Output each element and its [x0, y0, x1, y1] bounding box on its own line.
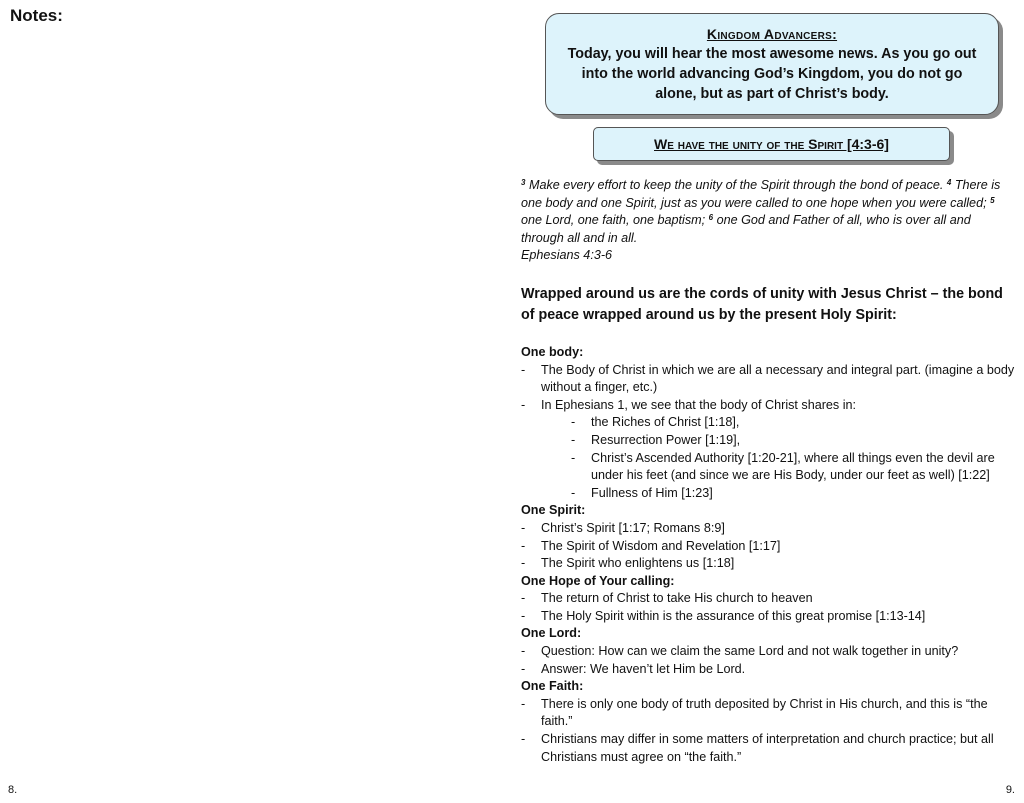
list-item: - In Ephesians 1, we see that the body of Christ shares in:: [521, 397, 1016, 415]
dash-bullet: -: [521, 591, 526, 606]
kingdom-advancers-box: [545, 13, 999, 115]
list-item: - Question: How can we claim the same Lord and not walk together in unity?: [521, 643, 1016, 661]
list-item: - Answer: We haven’t let Him be Lord.: [521, 661, 1016, 679]
list-item: - The Spirit of Wisdom and Revelation [1:17]: [521, 538, 1016, 556]
unity-heading-box: [593, 127, 950, 161]
dash-bullet: -: [521, 397, 526, 412]
dash-bullet: -: [521, 644, 526, 659]
list-item: - Christ’s Spirit [1:17; Romans 8:9]: [521, 520, 1016, 538]
list-item: - The Holy Spirit within is the assurance of this great promise [1:13-14]: [521, 608, 1016, 626]
kingdom-advancers-title: Kingdom Advancers:: [706, 26, 838, 42]
section-title-one-body: One body:: [521, 344, 584, 359]
list-item: - The Spirit who enlightens us [1:18]: [521, 555, 1016, 573]
verse-number: 6: [708, 213, 714, 223]
dash-bullet: -: [521, 520, 526, 535]
unity-heading: We have the unity of the Spirit [4:3-6]: [654, 136, 889, 152]
scripture-passage: [521, 177, 1016, 265]
verse-number: 5: [990, 195, 995, 205]
verse-text: There is one body and one Spirit, just as you were called to one hope when you were called;: [521, 178, 1001, 210]
verse-text: Make every effort to keep the unity of the Spirit through the bond of peace.: [528, 178, 944, 192]
dash-bullet: -: [521, 696, 526, 711]
scripture-reference: Ephesians 4:3-6: [521, 248, 613, 263]
notes-heading: Notes:: [10, 6, 63, 25]
dash-bullet: -: [521, 362, 526, 377]
page-number-left: 8.: [8, 784, 18, 796]
dash-bullet: -: [571, 450, 576, 465]
verse-text: one God and Father of all, who is over all and through all and in all.: [521, 213, 971, 245]
page-number-right: 9.: [1005, 784, 1015, 796]
list-item: - There is only one body of truth deposited by Christ in His church, and this is “the faith.”: [521, 696, 988, 729]
dash-bullet: -: [571, 415, 576, 430]
list-item: - The Body of Christ in which we are all a necessary and integral part. (imagine a body without a finger, etc.): [521, 362, 1015, 395]
dash-bullet: -: [521, 661, 526, 676]
sub-list-item: - Christ’s Ascended Authority [1:20-21], where all things even the devil are under his feet (and since we are His Body, under our feet as well) [1:22]: [571, 450, 995, 483]
kingdom-advancers-body: Today, you will hear the most awesome news. As you go out into the world advancing God’s Kingdom, you do not go alone, but as part of Christ’s body.: [567, 46, 977, 102]
section-title-one-hope: One Hope of Your calling:: [521, 573, 675, 588]
dash-bullet: -: [521, 556, 526, 571]
headline: Wrapped around us are the cords of unity with Jesus Christ – the bond of peace wrapped around us by the present Holy Spirit:: [521, 285, 1003, 323]
dash-bullet: -: [521, 732, 526, 747]
dash-bullet: -: [521, 608, 526, 623]
verse-number: 3: [521, 178, 526, 187]
sections: [521, 344, 1016, 766]
sub-list-item: - the Riches of Christ [1:18],: [521, 414, 1016, 432]
main-content: [521, 177, 1016, 766]
dash-bullet: -: [521, 538, 526, 553]
list-item: - The return of Christ to take His church to heaven: [521, 590, 1016, 608]
verse-text: one Lord, one faith, one baptism;: [521, 213, 706, 228]
dash-bullet: -: [571, 485, 576, 500]
verse-number: 4: [946, 178, 952, 187]
list-item: - Christians may differ in some matters of interpretation and church practice; but all Christians must agree on “the faith.”: [521, 732, 994, 764]
sub-list-item: - Resurrection Power [1:19],: [521, 432, 1016, 450]
dash-bullet: -: [571, 432, 576, 447]
sub-list-item: - Fullness of Him [1:23]: [521, 485, 1016, 503]
section-title-one-spirit: One Spirit:: [521, 503, 586, 518]
section-title-one-faith: One Faith:: [521, 679, 584, 694]
section-title-one-lord: One Lord:: [521, 626, 582, 641]
